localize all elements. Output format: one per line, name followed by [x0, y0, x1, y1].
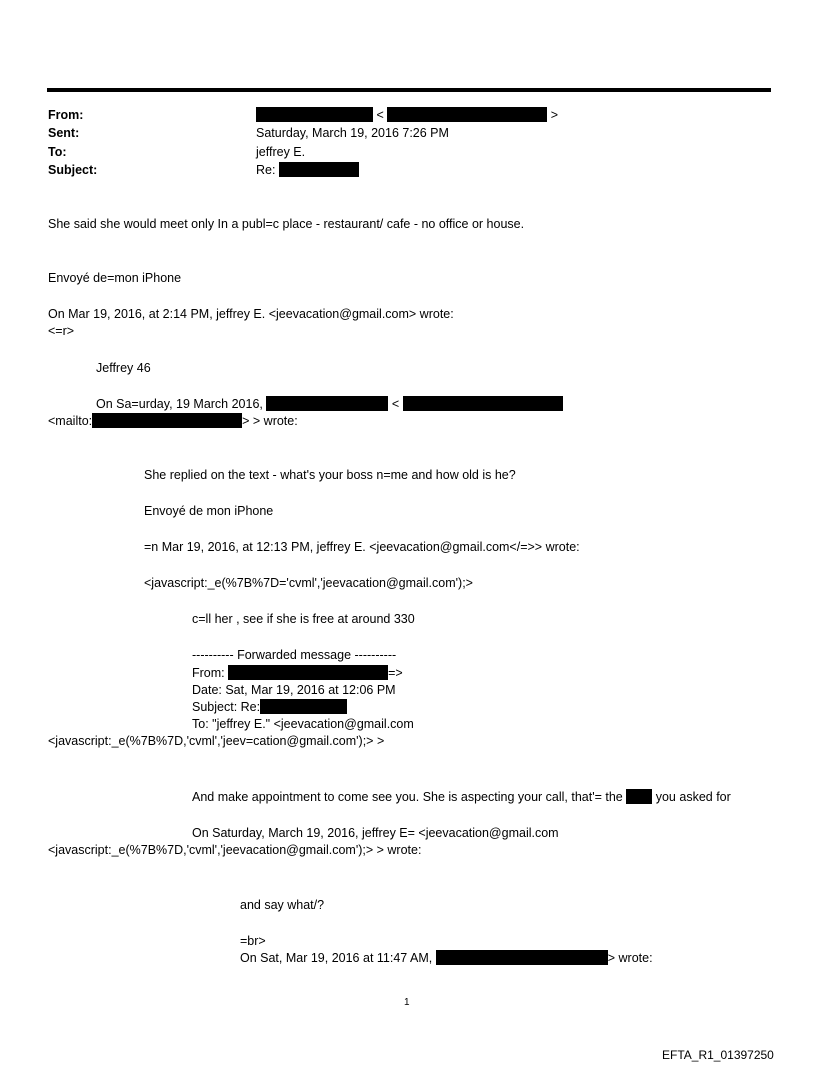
body-line: =n Mar 19, 2016, at 12:13 PM, jeffrey E. <jeevacation@gmail.com</=>> wrote: — [144, 540, 580, 554]
body-line: c=ll her , see if she is free at around 330 — [192, 612, 415, 626]
quote-intro: On Sa=urday, 19 March 2016, — [96, 397, 263, 411]
fwd-date: Date: Sat, Mar 19, 2016 at 12:06 PM — [192, 683, 396, 697]
body-line: <=r> — [48, 324, 75, 338]
body-line: and say what/? — [240, 898, 325, 912]
body-line: She replied on the text - what's your boss n=me and how old is he? — [144, 468, 516, 482]
fwd-subject-line — [192, 699, 347, 715]
mailto-prefix: <mailto: — [48, 414, 93, 428]
fwd-to-js: <javascript:_e(%7B%7D,'cvml','jeev=cation@gmail.com');> > — [48, 734, 385, 748]
redaction-block — [279, 162, 359, 177]
fwd-from-line — [192, 665, 403, 681]
wrote-suffix: > > wrote: — [242, 414, 298, 428]
redaction-block — [92, 413, 242, 428]
body-line: Envoyé de mon iPhone — [144, 504, 274, 518]
body-line: Envoyé de=mon iPhone — [48, 271, 182, 285]
redaction-block — [266, 396, 388, 411]
from-label: From: — [48, 108, 84, 122]
body-line: On Saturday, March 19, 2016, jeffrey E= <jeevacation@gmail.com — [192, 826, 559, 840]
redaction-block — [256, 107, 373, 122]
body-line: She said she would meet only In a publ=c place - restaurant/ cafe - no office or house. — [48, 217, 525, 231]
body-line — [192, 789, 731, 805]
to-label: To: — [48, 145, 67, 159]
lt-sign: < — [391, 397, 400, 411]
page-number: 1 — [404, 997, 410, 1008]
redaction-block — [626, 789, 652, 804]
wrote-suffix: > wrote: — [607, 951, 653, 965]
redaction-block — [387, 107, 547, 122]
body-line: <javascript:_e(%7B%7D,'cvml','jeevacation@gmail.com');> > wrote: — [48, 843, 422, 857]
sent-label: Sent: — [48, 126, 80, 140]
fwd-to: To: "jeffrey E." <jeevacation@gmail.com — [192, 717, 414, 731]
to-value: jeffrey E. — [256, 145, 306, 159]
from-value — [256, 107, 558, 123]
body-line: On Mar 19, 2016, at 2:14 PM, jeffrey E. <jeevacation@gmail.com> wrote: — [48, 307, 454, 321]
redaction-block — [260, 699, 347, 714]
redaction-block — [228, 665, 388, 680]
from-gt: > — [550, 108, 559, 122]
body-line — [96, 396, 563, 412]
document-id: EFTA_R1_01397250 — [662, 1048, 774, 1062]
redaction-block — [403, 396, 563, 411]
fwd-from-suffix: => — [388, 666, 403, 680]
header-rule — [47, 88, 771, 92]
appointment-tail: you asked for — [655, 790, 731, 804]
body-line: =br> — [240, 934, 266, 948]
fwd-from-label: From: — [192, 666, 225, 680]
subject-value — [256, 162, 359, 178]
subject-prefix: Re: — [256, 163, 276, 177]
body-line — [48, 413, 298, 429]
from-lt: < — [376, 108, 384, 122]
forward-header: ---------- Forwarded message ---------- — [192, 648, 397, 662]
sent-value: Saturday, March 19, 2016 7:26 PM — [256, 126, 449, 140]
body-line: <javascript:_e(%7B%7D='cvml','jeevacation@gmail.com');> — [144, 576, 473, 590]
body-line: Jeffrey 46 — [96, 361, 151, 375]
quote-intro: On Sat, Mar 19, 2016 at 11:47 AM, — [240, 951, 433, 965]
subject-label: Subject: — [48, 163, 98, 177]
body-line — [240, 950, 653, 966]
fwd-subject-label: Subject: Re: — [192, 700, 261, 714]
redaction-block — [436, 950, 608, 965]
appointment-text: And make appointment to come see you. She is aspecting your call, that'= the — [192, 790, 623, 804]
